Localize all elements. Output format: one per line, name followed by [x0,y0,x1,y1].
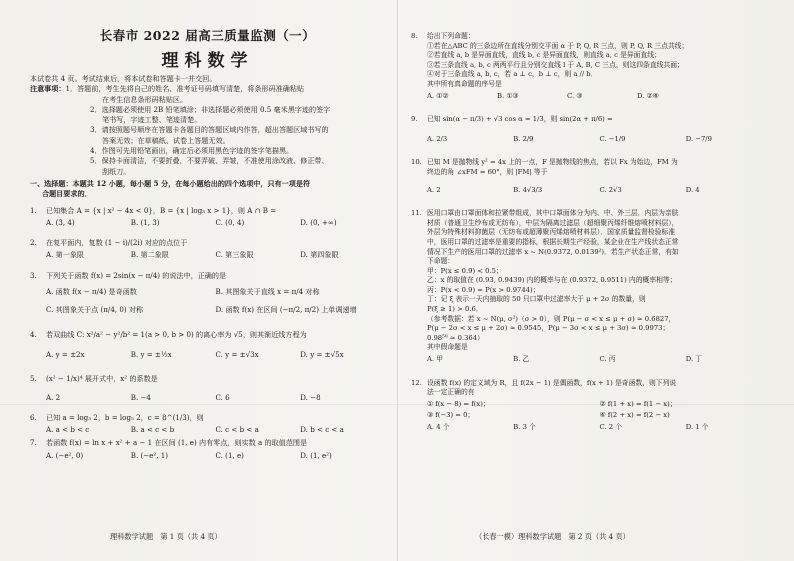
question-stem: 已知 M 是抛物线 y² = 4x 上的一点，F 是抛物线的焦点，若以 Fx 为始边，FM 为 [427,158,678,167]
question-number: 10. [411,158,422,167]
text-line: 下命题： [427,257,455,266]
question-number: 8. [411,32,418,40]
options-row [427,355,772,365]
option-b: B. (1, 3) [130,217,160,227]
option-b: B. y = ±½x [130,349,172,359]
question-number: 7. [30,438,37,448]
question-1 [30,206,385,229]
option-c: C. 第三象限 [215,250,254,260]
option-d: D. (0, +∞) [300,217,337,227]
footer-left: 理科数学试题 第 1 页（共 4 页） [110,532,222,541]
option-b: B. 4√3/3 [513,185,543,194]
text-line: 丁：记 ξ 表示一天内抽取的 50 只口罩中过滤率大于 μ + 2σ 的数量，则 [427,295,646,304]
option-b: B. −4 [130,392,151,402]
option-d: D. 函数 f(x) 在区间 (−π/2, π/2) 上单调递增 [215,305,357,315]
note-line: 刮纸刀。 [102,166,131,176]
options-row [46,250,385,260]
text-line: 甲：P(x ≤ 0.9) < 0.5； [427,266,503,275]
text-line: （参考数据：若 x ~ N(μ, σ²)（σ > 0），则 P(μ − σ < x ≤ μ + σ) ≈ 0.6827， [427,314,676,323]
option-d: D. b < c < a [300,425,344,435]
question-stem: 给出下列命题： [427,32,475,40]
option-d: D. y = ±√5x [300,349,344,359]
statement: ① f(x − 8) = f(x)； [427,399,490,408]
text-line: 0.98⁵⁰ ≈ 0.364） [427,333,484,342]
options-row [46,425,385,435]
statement: ③ f(−3) = 0； [427,411,475,420]
exam-title: 长春市 2022 届高三质量监测（一） [99,28,316,43]
question-stem: 若双曲线 C: x²/a² − y²/b² = 1(a > 0, b > 0) 的离心率为 √5，则其渐近线方程为 [46,329,307,339]
note-line: 1．答题前，考生先将自己的姓名、准考证号码填写清楚，将条形码准确粘贴 [65,84,305,94]
note-line: 笔书写，字迹工整、笔迹清楚。 [102,115,202,125]
options-row [46,350,385,360]
question-6 [30,413,385,436]
option-c: C. 2 个 [599,423,623,431]
option-a: A. y = ±2x [46,349,85,359]
options-row [46,305,385,315]
option-d: D. −7/9 [685,134,712,143]
option-a: A. 2 [427,185,441,194]
statement: 其中所有真命题的序号是 [427,79,502,88]
option-b: B. a < c < b [130,425,175,435]
question-2 [30,238,385,261]
question-5 [30,374,385,403]
options-row [427,186,772,196]
statements-row [427,411,772,421]
options-row [46,451,385,461]
note-line: 答案无效；在草稿纸、试卷上答题无效。 [102,135,230,145]
question-stem: 若函数 f(x) = ln x + x² + a − 1 在区间 (1, e) 内有零点，则实数 a 的取值范围是 [46,438,308,448]
question-12 [411,379,772,433]
option-a: A. (3, 4) [46,217,75,227]
option-a: A. 第一象限 [46,250,85,260]
option-c: C. 6 [215,392,230,402]
question-number: 6. [30,412,37,422]
section-line: 一、选择题：本题共 12 小题，每小题 5 分，在每小题给出的四个选项中，只有一项是符 [30,178,311,188]
option-c: C. (1, e) [215,450,244,460]
question-number: 11. [411,209,422,218]
question-stem: 已知 a = log₃ 2，b = log₅ 2，c = 8^(1/3)，则 [46,412,204,422]
notes-head: 注意事项： [30,84,66,94]
note-line: 3．请按照题号顺序在答题卡各题目的答题区域内作答，超出答题区域书写的 [90,125,329,135]
question-number: 5. [30,374,37,384]
option-d: D. ②④ [637,91,659,100]
question-stem: 下列关于函数 f(x) = 2sin(x − π/4) 的说法中，正确的是 [46,270,227,280]
footer-right: （长春一模）理科数学试题 第 2 页（共 4 页） [475,532,630,541]
text-line: 其中假命题是 [427,343,468,352]
question-number: 4. [30,329,37,339]
option-b: B. 第二象限 [130,250,169,260]
question-10 [411,158,772,195]
section-header [30,179,385,200]
statement: ②若直线 a, b 是异面直线，直线 b, c 是异面直线，则直线 a, c 是异面直线； [427,51,661,60]
statement: ② f(1 + x) = f(1 − x)； [599,399,677,408]
options-row [427,423,772,433]
option-b: B. 2/9 [513,134,534,143]
option-a: A. 4 个 [427,423,450,431]
question-stem-cont: 终边的角 ∠xFM = 60°，则 |FM| 等于 [427,167,548,176]
option-a: A. a < b < c [46,425,90,435]
statement: ③若三条直线 a, b, c 两两平行且分别交直线 l 于 A, B, C 三点，则这四条直线共面； [427,60,684,69]
intro-line: 本试卷共 4 页。考试结束后，将本试卷和答题卡一并交回。 [30,74,217,83]
text-line: P(ξ ≥ 1) > 0.6． [427,305,483,314]
text-line: 外层为特殊材料抑菌层（无纺布或超薄聚丙烯熔喷材料层）．国家质量监督检验标准 [427,228,676,237]
option-d: D. (1, e²) [300,450,332,460]
question-stem: 设函数 f(x) 的定义域为 R，且 f(2x − 1) 是偶函数，f(x + 1) 是奇函数，则下列说 [427,378,677,387]
option-b: B. (−e², 1) [130,450,169,460]
question-number: 2. [30,238,37,248]
question-number: 12. [411,378,422,387]
text-line: 医用口罩由口罩面体和拉紧带组成，其中口罩面体分为内、中、外三层．内层为亲肤 [427,209,679,218]
question-8 [411,32,772,101]
note-line: 在考生信息条形码粘贴区。 [102,94,188,104]
option-c: C. y = ±√3x [215,349,259,359]
question-number: 3. [30,270,37,280]
option-c: C. c < b < a [215,425,259,435]
question-stem: 已知集合 A = {x | x² − 4x < 0}，B = {x | log₃ x > 1}，则 A ∩ B = [46,205,277,215]
note-line: 4．作图可先用铅笔画出，确定后必须用黑色字迹的签字笔描黑。 [90,146,294,156]
question-11 [411,209,772,365]
options-row [46,287,385,297]
statement: ④对于三条直线 a, b, c，若 a ⊥ c，b ⊥ c，则 a // b． [427,70,598,79]
question-stem: 已知 sin(α − π/3) + √3 cos α = 1/3，则 sin(2α + π/6) = [427,115,613,124]
options-row [427,135,772,145]
section-line: 合题目要求的． [42,189,92,199]
text-line: 丙：P(x < 0.9) = P(x > 0.9744)； [427,285,540,294]
option-d: D. 4 [685,185,700,194]
option-b: B. ①③ [497,91,519,100]
text-line: 中，医用口罩的过滤率是重要的指标，根据长期生产经验，某企业在生产线状态正常 [427,237,679,246]
option-c: C. (0, 4) [215,217,245,227]
options-row [46,218,385,228]
question-stem: 在复平面内，复数 (1 − i)/(2i) 对应的点位于 [46,238,188,248]
note-line: 2．选择题必须使用 2B 铅笔填涂；非选择题必须使用 0.5 毫米黑字迹的签字 [90,104,331,114]
option-a: A. 甲 [427,355,444,364]
option-c: C. ③ [567,91,583,100]
option-b: B. 其图象关于直线 x = π/4 对称 [215,287,320,297]
question-9 [411,115,772,144]
text-line: 材质（普通卫生纱布或无纺布），中层为隔离过滤层（超细聚丙烯纤维熔喷材料层）， [427,218,679,227]
option-c: C. 2√3 [599,185,622,194]
option-c: C. −1/9 [599,134,626,143]
option-a: A. (−e², 0) [46,450,84,460]
option-d: D. 1 个 [685,423,709,431]
option-d: D. 第四象限 [300,250,339,260]
question-stem: (x² − 1/x)⁴ 展开式中，x² 的系数是 [46,374,158,384]
question-number: 9. [411,115,418,124]
question-7 [30,438,385,461]
right-page [397,0,794,561]
statement: ④ f(2 + x) = f(2 − x) [599,411,670,420]
statement: ①若在△ABC 的三条边所在直线分别交平面 α 于 P, Q, R 三点，则 P, Q, R 三点共线； [427,41,689,50]
option-a: A. 函数 f(x − π/4) 是奇函数 [46,287,137,297]
option-c: C. 其图象关于点 (π/4, 0) 对称 [46,305,144,315]
options-row [427,92,772,102]
question-stem-cont: 法一定正确的有 [427,388,475,397]
text-line: 乙：x 的取值在 (0.93, 0.9439) 内的概率与在 (0.9372, 0.9511) 内的概率相等； [427,276,677,285]
subject-title: 理科数学 [161,51,254,71]
note-line: 5．保持卡面清洁，不要折叠，不要弄破、弄皱，不准使用涂改液、修正带、 [90,156,329,166]
option-b: B. 乙 [513,355,530,364]
question-3 [30,271,385,316]
option-a: A. 2 [46,392,61,402]
option-d: D. 丁 [685,355,703,364]
option-b: B. 3 个 [513,423,536,431]
text-line: P(μ − 2σ < x ≤ μ + 2σ) ≈ 0.9545，P(μ − 3σ < x ≤ μ + 3σ) ≈ 0.9973； [427,324,670,333]
text-line: 情况下生产的医用口罩的过滤率 x ~ N(0.9372, 0.0139²)．若生产状态正常，有如 [427,247,679,256]
option-a: A. 2/3 [427,134,448,143]
question-number: 1. [30,205,37,215]
option-d: D. −8 [300,392,321,402]
option-a: A. ①② [427,91,449,100]
option-c: C. 丙 [599,355,616,364]
statements-row [427,400,772,410]
options-row [46,393,385,403]
question-4 [30,330,385,361]
notes-block [30,84,385,177]
